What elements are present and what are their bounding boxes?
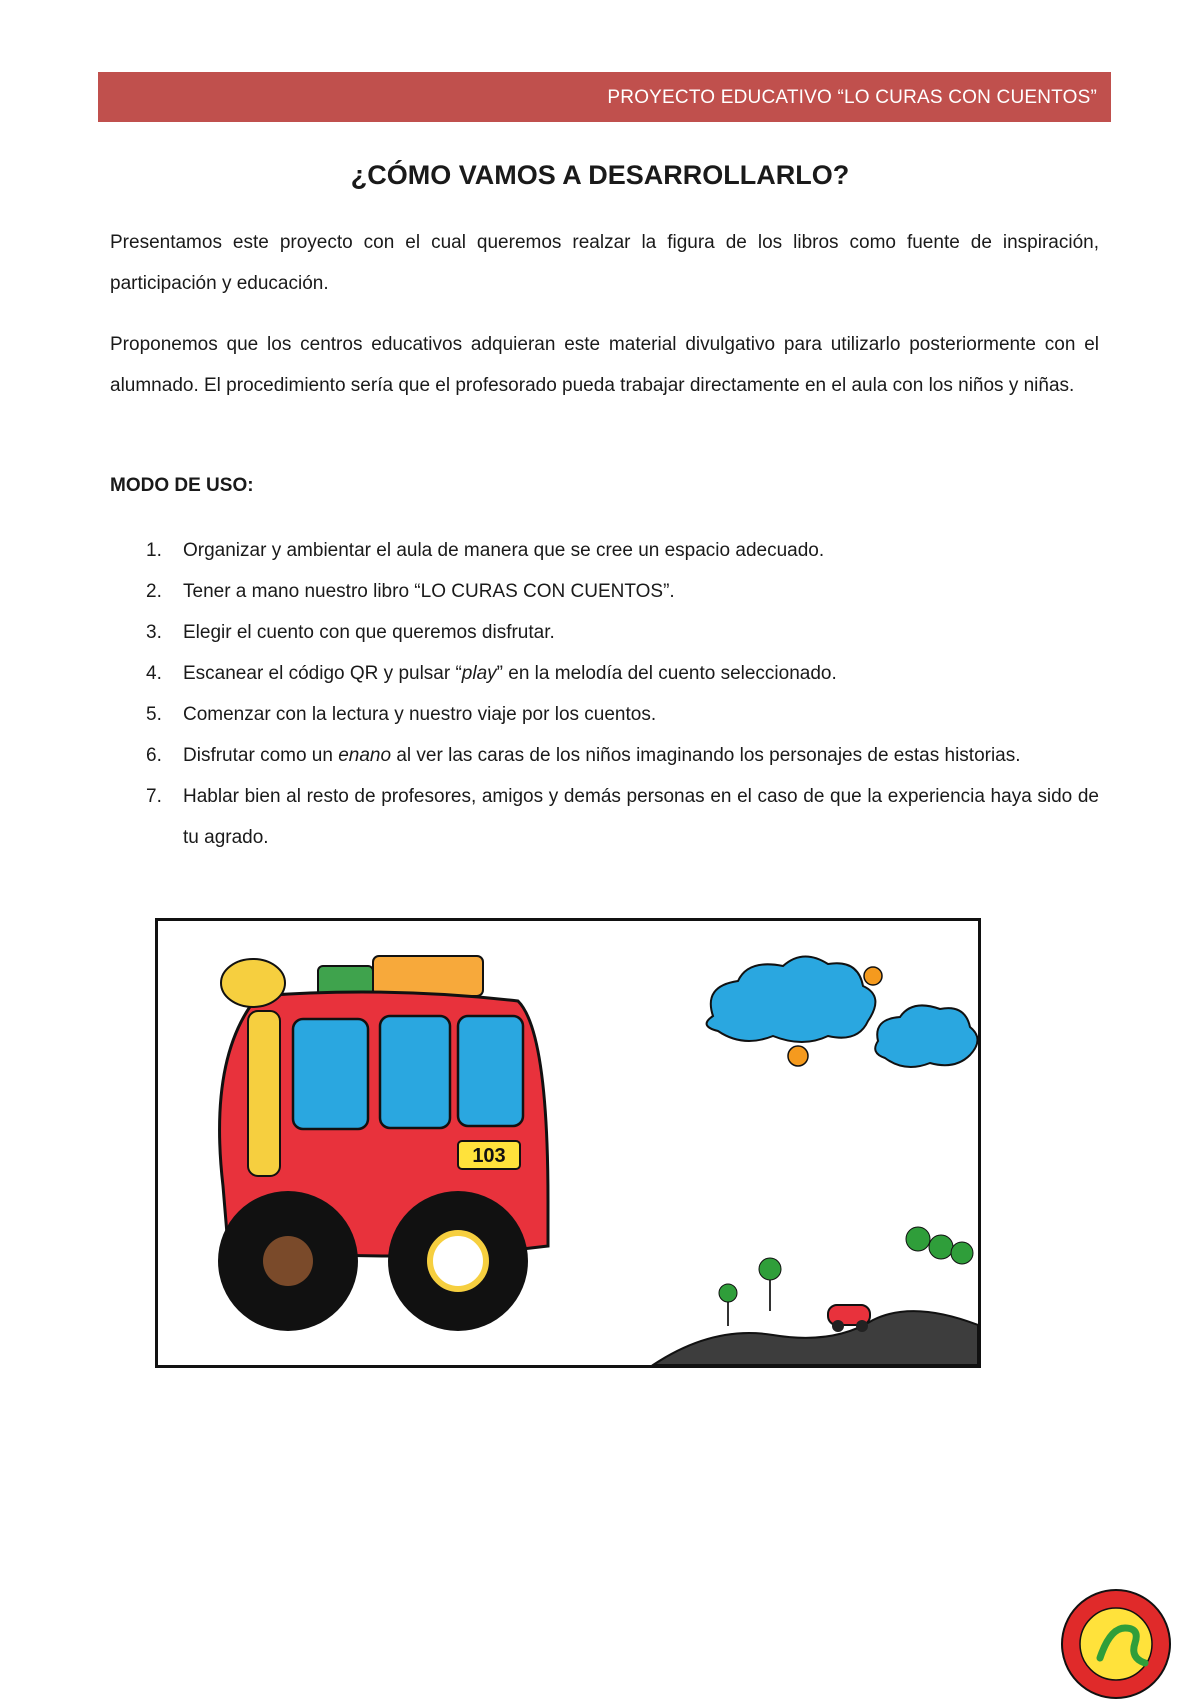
step-item xyxy=(110,653,1099,694)
header-text: PROYECTO EDUCATIVO “LO CURAS CON CUENTOS” xyxy=(607,87,1097,108)
step-number: 1. xyxy=(146,540,162,561)
step-item xyxy=(110,571,1099,612)
page-title: ¿CÓMO VAMOS A DESARROLLARLO? xyxy=(350,160,850,190)
usage-heading: MODO DE USO: xyxy=(110,475,254,496)
step-item xyxy=(110,694,1099,735)
step-text: Organizar y ambientar el aula de manera que se cree un espacio adecuado. xyxy=(183,540,825,561)
step-number: 4. xyxy=(146,663,162,684)
step-emphasis: play xyxy=(461,663,497,684)
tree-icon xyxy=(719,1284,737,1326)
bird-icon xyxy=(864,967,882,985)
luggage-icon xyxy=(373,956,483,996)
step-text: Comenzar con la lectura y nuestro viaje por los cuentos. xyxy=(183,704,657,725)
giraffe-neck xyxy=(248,1011,280,1176)
step-text: Tener a mano nuestro libro “LO CURAS CON CUENTOS”. xyxy=(183,581,675,602)
step-text: al ver las caras de los niños imaginando los personajes de estas historias. xyxy=(391,745,1021,766)
header-band xyxy=(98,72,1111,122)
step-number: 7. xyxy=(146,786,162,807)
bus-drawing xyxy=(158,921,978,1365)
usage-steps-list xyxy=(110,530,1099,858)
tree-icon xyxy=(759,1258,781,1311)
road-shape xyxy=(653,1311,978,1365)
step-item xyxy=(110,612,1099,653)
bird-icon xyxy=(788,1046,808,1066)
cloud-icon xyxy=(875,1005,977,1067)
step-emphasis: enano xyxy=(338,745,392,766)
intro-paragraph: Presentamos este proyecto con el cual queremos realzar la figura de los libros como fuente de inspiración, participación y educación. xyxy=(110,232,1099,294)
bus-window xyxy=(380,1016,450,1128)
step-number: 5. xyxy=(146,704,162,725)
tree-icon xyxy=(906,1227,973,1264)
campamento-garabato-seal xyxy=(1060,1588,1172,1700)
step-item xyxy=(110,735,1099,776)
bus-number: 103 xyxy=(472,1145,506,1167)
proposal-paragraph: Proponemos que los centros educativos adquieran este material divulgativo para utilizarlo posteriormente con el alumnado. El procedimiento sería que el profesorado pueda trabajar directamente en el aula con los niños y niñas. xyxy=(110,334,1099,396)
step-item xyxy=(110,530,1099,571)
step-text: Disfrutar como un xyxy=(183,745,339,766)
step-text: ” en la melodía del cuento seleccionado. xyxy=(496,663,837,684)
giraffe-head xyxy=(221,959,285,1007)
wheel-icon xyxy=(388,1191,528,1331)
cloud-icon xyxy=(707,956,876,1042)
step-item xyxy=(110,776,1099,858)
step-text: Elegir el cuento con que queremos disfrutar. xyxy=(183,622,555,643)
bus-window xyxy=(293,1019,368,1129)
bus-illustration xyxy=(155,918,981,1368)
bus-window xyxy=(458,1016,523,1126)
step-number: 2. xyxy=(146,581,162,602)
step-text: Escanear el código QR y pulsar “ xyxy=(183,663,462,684)
step-text: Hablar bien al resto de profesores, amigos y demás personas en el caso de que la experiencia haya sido de tu agrado. xyxy=(183,786,1099,848)
car-icon xyxy=(828,1305,870,1332)
wheel-icon xyxy=(218,1191,358,1331)
step-number: 3. xyxy=(146,622,162,643)
step-number: 6. xyxy=(146,745,162,766)
